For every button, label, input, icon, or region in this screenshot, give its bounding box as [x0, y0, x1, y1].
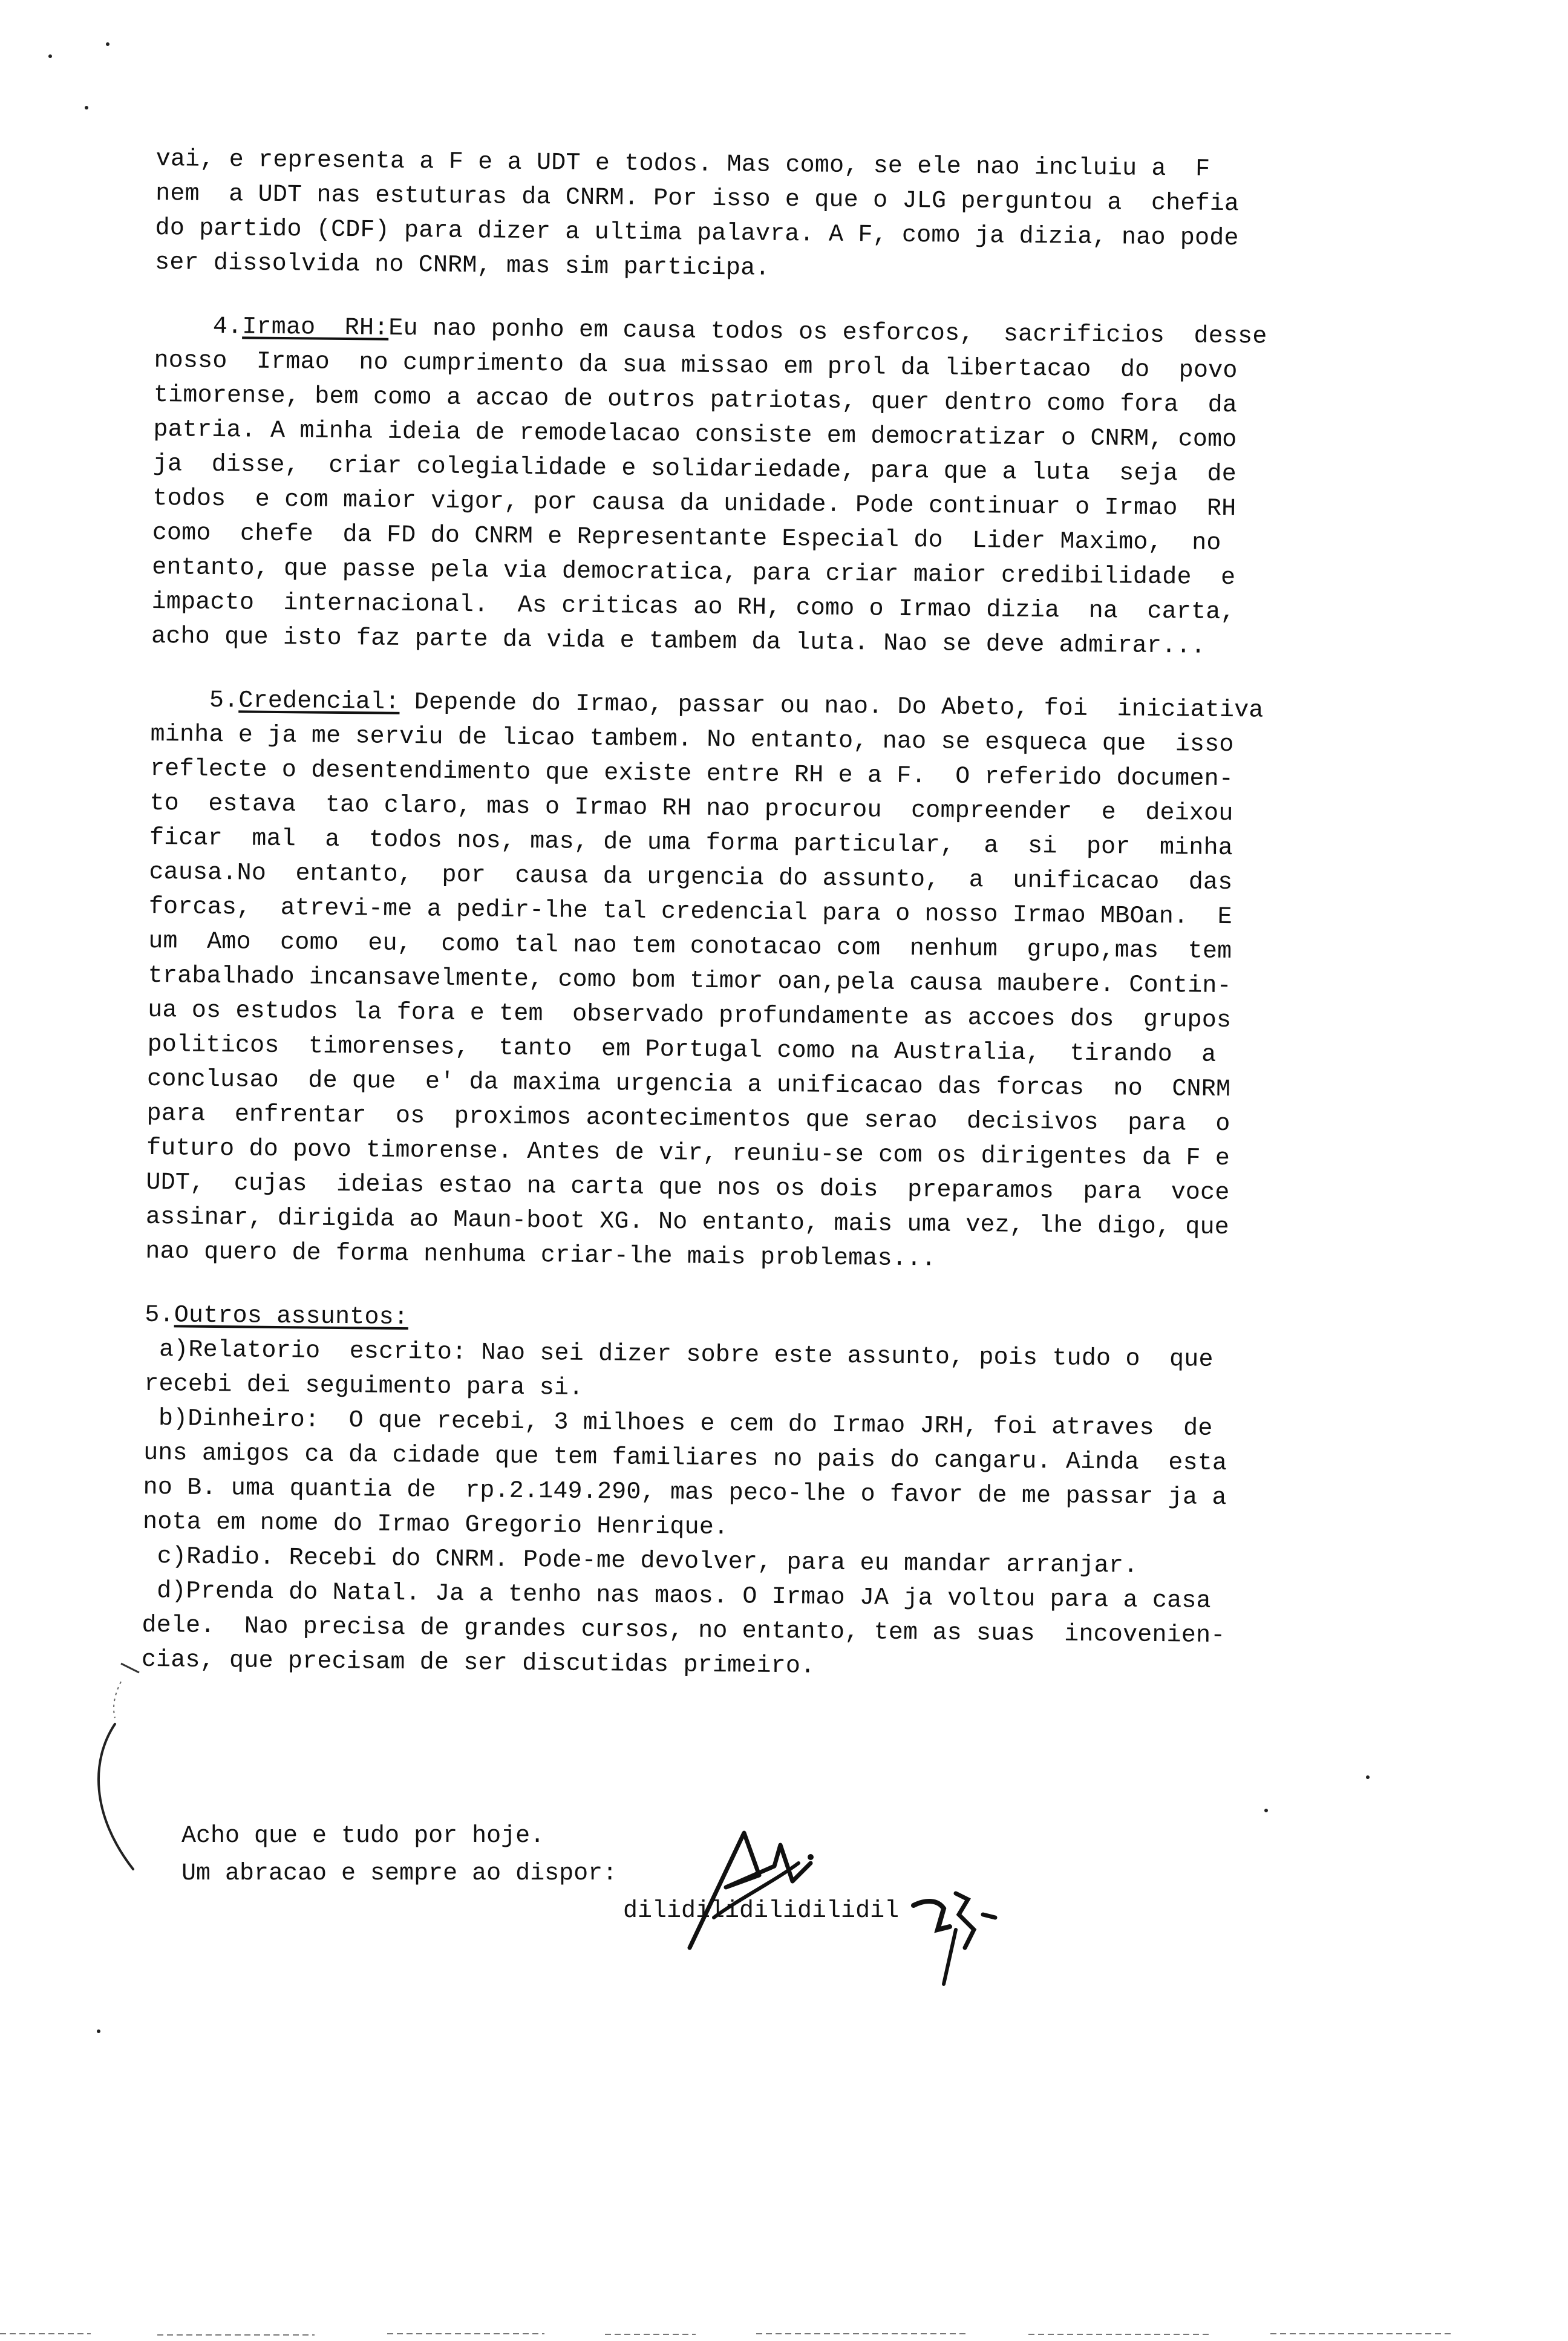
section-5-number: 5. [145, 1301, 175, 1330]
section-4-heading: Irmao RH: [242, 313, 389, 342]
closing-line: Acho que e tudo por hoje. [181, 1823, 545, 1850]
handwritten-signature [653, 1809, 1016, 1990]
scan-edge-noise [0, 2330, 1568, 2337]
section-5-credencial-line: ficar mal a todos nos, mas, de uma forma particular, a si por minha [149, 824, 1233, 863]
item-b-line: uns amigos ca da cidade que tem familiares no pais do cangaru. Ainda esta [143, 1439, 1227, 1478]
scan-speck [97, 2029, 100, 2033]
section-5-credencial-line: nao quero de forma nenhuma criar-lhe mais problemas... [145, 1238, 936, 1273]
signature-typed-line: dilidilidilidilidil [623, 1898, 900, 1925]
section-5-credencial-line: reflecte o desentendimento que existe entre RH e a F. O referido documen- [149, 755, 1234, 794]
section-4-line: entanto, que passe pela via democratica, para criar maior credibilidade e [152, 553, 1236, 592]
section-5-credencial-line: um Amo como eu, como tal nao tem conotacao com nenhum grupo,mas tem [148, 927, 1232, 966]
item-b-line: no B. uma quantia de rp.2.149.290, mas peco-lhe o favor de me passar ja a [143, 1474, 1227, 1512]
section-4-line: como chefe da FD do CNRM e Representante Especial do Lider Maximo, no [152, 519, 1221, 557]
section-5-credencial-line: trabalhado incansavelmente, como bom timor oan,pela causa maubere. Contin- [148, 962, 1232, 1001]
section-5-credencial-line: causa.No entanto, por causa da urgencia do assunto, a unificacao das [149, 858, 1233, 897]
section-5-outros-heading: Outros assuntos: [174, 1302, 409, 1332]
section-5-credencial-line: conclusao de que e' da maxima urgencia a unificacao das forcas no CNRM [146, 1065, 1231, 1104]
scan-speck [1264, 1809, 1268, 1812]
scan-speck [48, 54, 52, 58]
section-4-line: acho que isto faz parte da vida e tambem da luta. Nao se deve admirar... [151, 622, 1206, 661]
section-4-line: ja disse, criar colegialidade e solidariedade, para que a luta seja de [152, 450, 1237, 489]
closing-block [181, 1818, 617, 1893]
section-5-credencial-line: forcas, atrevi-me a pedir-lhe tal credencial para o nosso Irmao MBOan. E [148, 893, 1233, 932]
item-b-line: nota em nome do Irmao Gregorio Henrique. [142, 1508, 729, 1542]
intro-line: vai, e representa a F e a UDT e todos. Mas como, se ele nao incluiu a F [155, 145, 1210, 183]
section-4-line: timorense, bem como a accao de outros patriotas, quer dentro como fora da [153, 381, 1238, 420]
section-4-line: todos e com maior vigor, por causa da unidade. Pode continuar o Irmao RH [152, 485, 1236, 523]
section-5-credencial-line: assinar, dirigida ao Maun-boot XG. No entanto, mais uma vez, lhe digo, que [145, 1203, 1230, 1242]
item-a-line: recebi dei seguimento para si. [144, 1370, 584, 1402]
section-5-credencial-line: UDT, cujas ideias estao na carta que nos os dois preparamos para voce [146, 1169, 1230, 1207]
item-d-line: dele. Nao precisa de grandes cursos, no entanto, tem as suas incovenien- [142, 1611, 1226, 1650]
letter-body [142, 142, 1305, 1688]
scan-speck [1366, 1775, 1370, 1779]
item-d-line: cias, que precisam de ser discutidas primeiro. [141, 1646, 815, 1680]
item-d-line: d)Prenda do Natal. Ja a tenho nas maos. O Irmao JA ja voltou para a casa [142, 1577, 1212, 1615]
section-5-credencial-line: ua os estudos la fora e tem observado profundamente as accoes dos grupos [148, 996, 1232, 1035]
item-b-line: b)Dinheiro: O que recebi, 3 milhoes e cem do Irmao JRH, foi atraves de [143, 1405, 1213, 1443]
item-a-line: a)Relatorio escrito: Nao sei dizer sobre este assunto, pois tudo o que [144, 1336, 1214, 1374]
section-4-line: patria. A minha ideia de remodelacao consiste em democratizar o CNRM, como [153, 416, 1237, 454]
section-4-line: Eu nao ponho em causa todos os esforcos, sacrificios desse [388, 315, 1267, 351]
item-c-line: c)Radio. Recebi do CNRM. Pode-me devolver, para eu mandar arranjar. [142, 1543, 1138, 1580]
section-5-credencial-line: futuro do povo timorense. Antes de vir, reuniu-se com os dirigentes da F e [146, 1134, 1230, 1173]
scan-speck [106, 42, 109, 46]
section-5-credencial-line: politicos timorenses, tanto em Portugal como na Australia, tirando a [147, 1031, 1217, 1069]
section-5-credencial-line: to estava tao claro, mas o Irmao RH nao procurou compreender e deixou [149, 789, 1233, 828]
closing-line: Um abracao e sempre ao dispor: [181, 1860, 618, 1887]
section-4-number: 4. [212, 313, 243, 341]
section-5-credencial-line: para enfrentar os proximos acontecimentos que serao decisivos para o [146, 1100, 1230, 1138]
section-4-line: nosso Irmao no cumprimento da sua missao em prol da libertacao do povo [154, 347, 1238, 385]
intro-line: ser dissolvida no CNRM, mas sim participa. [154, 249, 770, 282]
intro-line: nem a UDT nas estuturas da CNRM. Por isso e que o JLG perguntou a chefia [155, 180, 1240, 218]
section-5-credencial-line: minha e ja me serviu de licao tambem. No entanto, nao se esqueca que isso [150, 720, 1234, 759]
scan-speck [85, 106, 88, 109]
intro-line: do partido (CDF) para dizer a ultima palavra. A F, como ja dizia, nao pode [155, 214, 1239, 253]
margin-pen-mark [79, 1657, 145, 1875]
section-4-line: impacto internacional. As criticas ao RH, como o Irmao dizia na carta, [151, 588, 1235, 627]
section-5-credencial-line: Depende do Irmao, passar ou nao. Do Abeto, foi iniciativa [399, 688, 1264, 725]
section-5-number: 5. [209, 687, 239, 715]
section-5-credencial-heading: Credencial: [238, 687, 400, 716]
